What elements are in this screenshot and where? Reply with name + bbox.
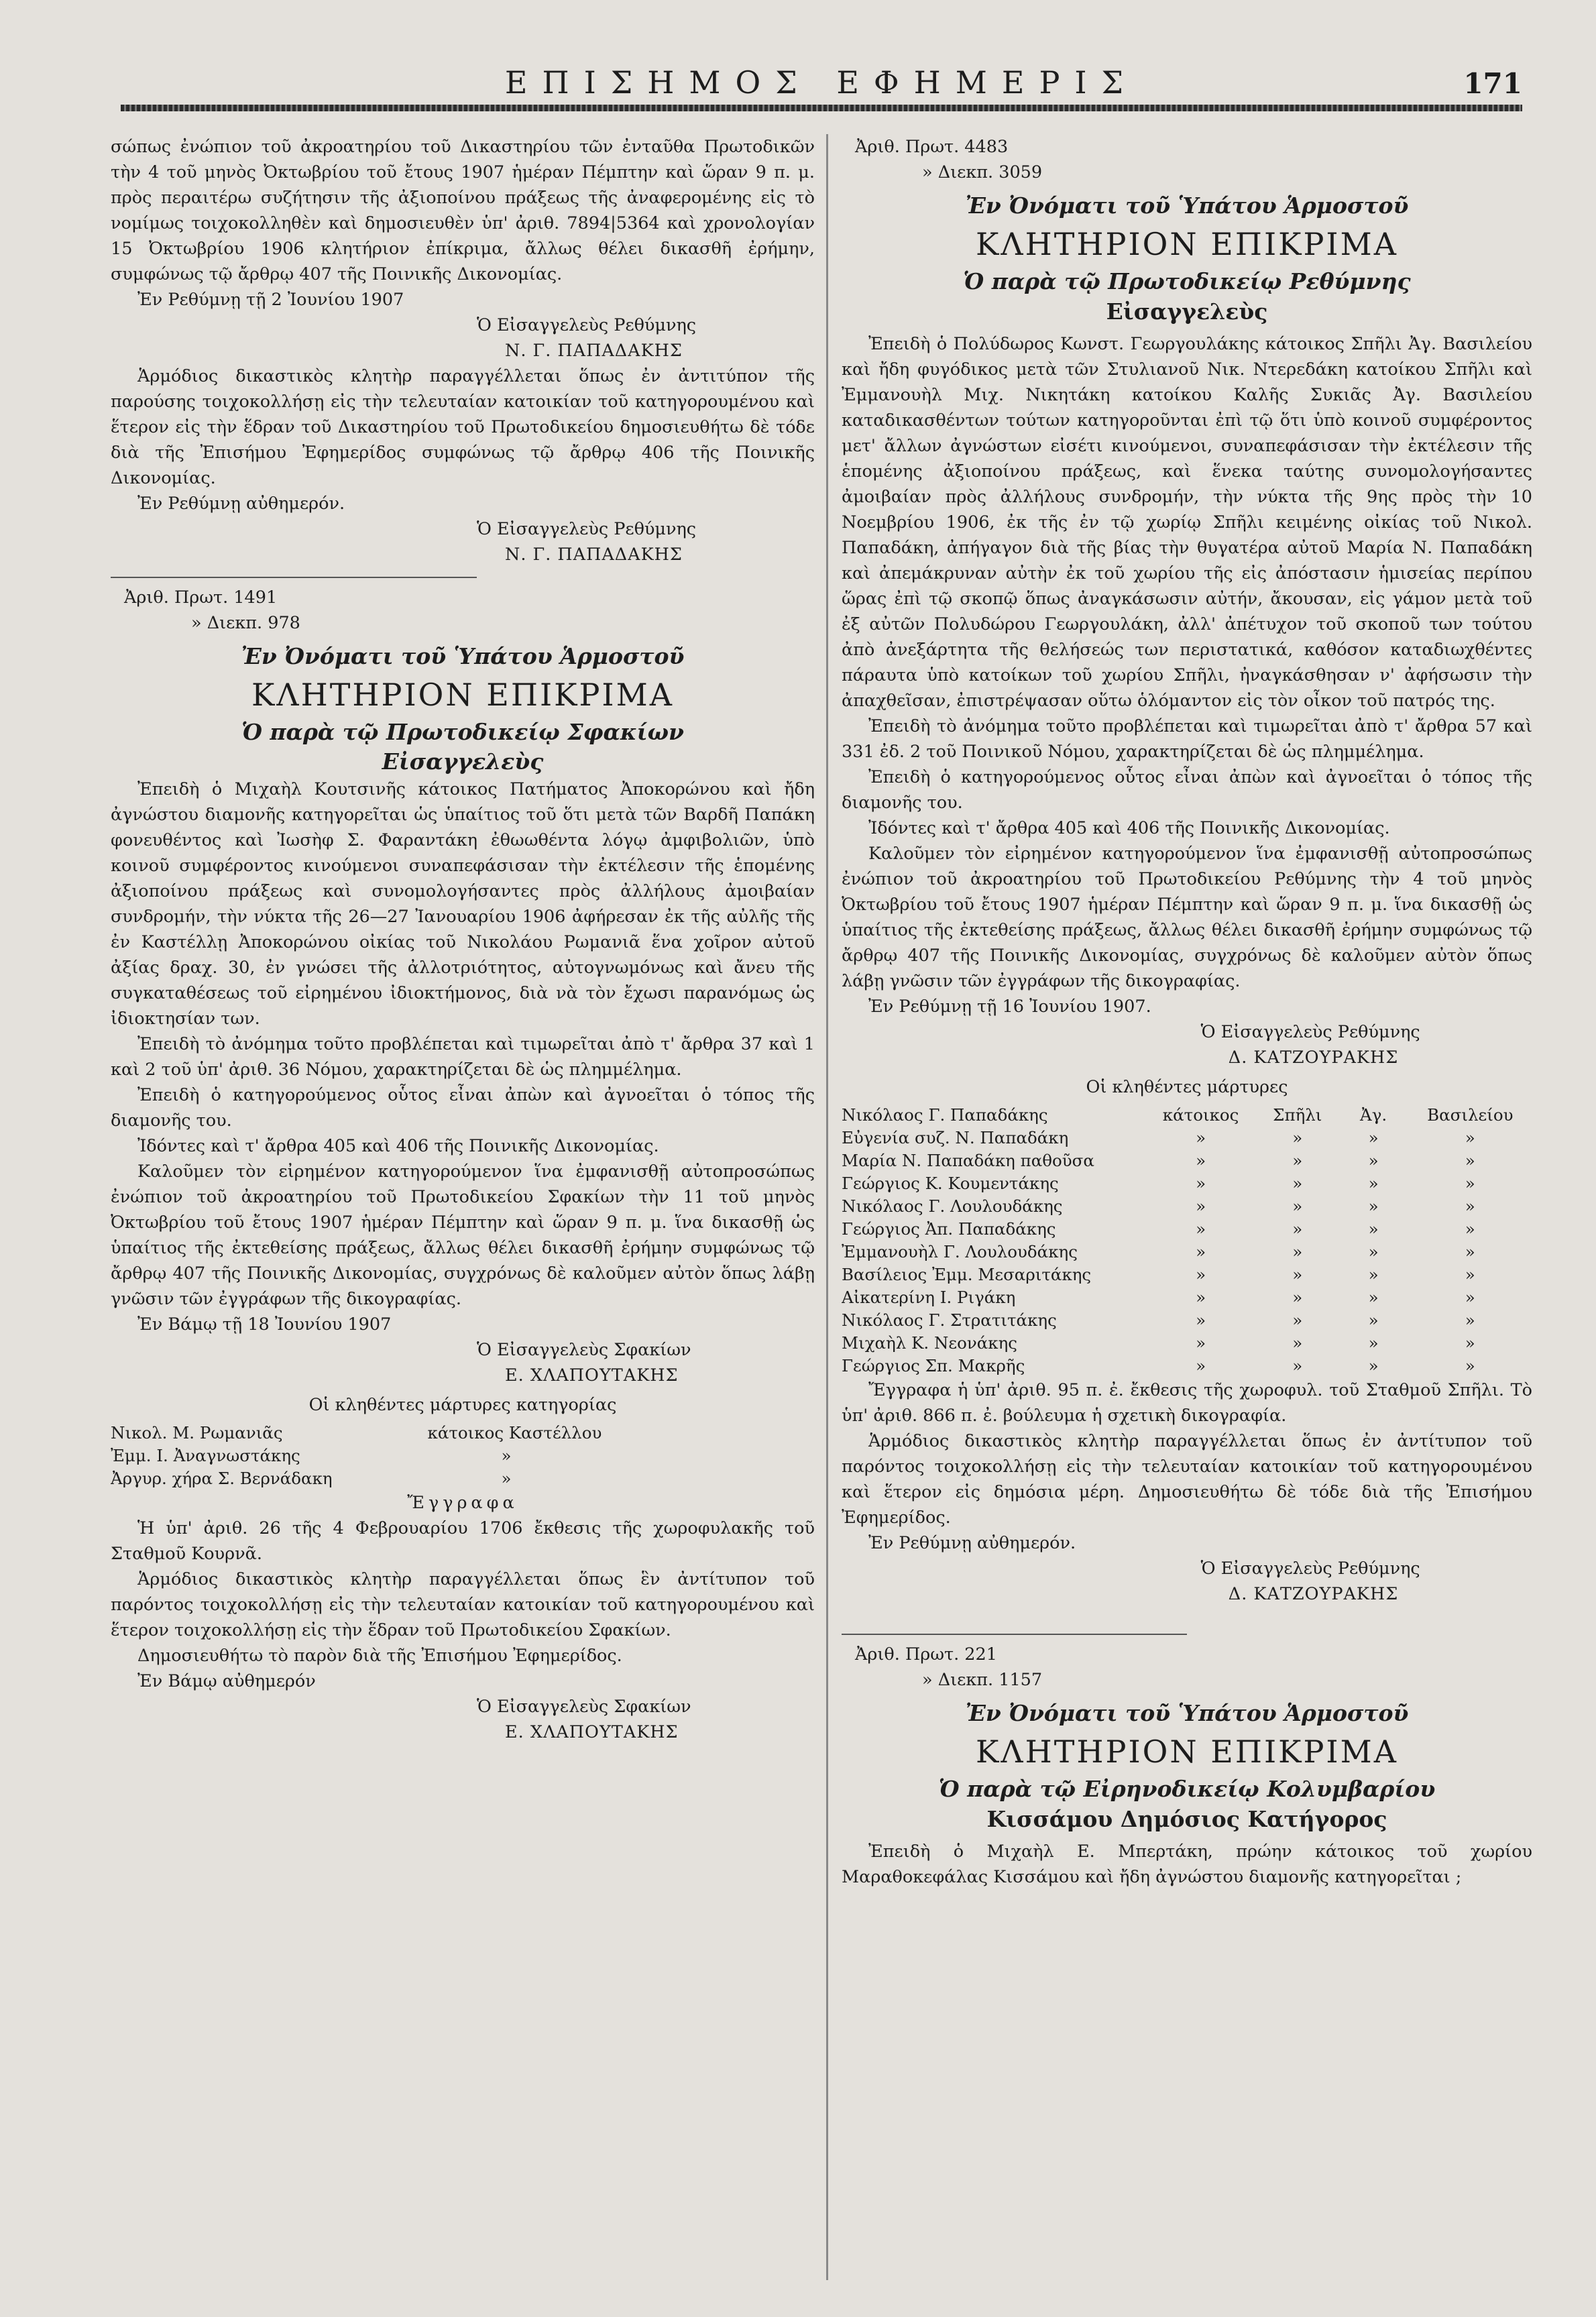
right-column	[842, 134, 1532, 2280]
left-column	[111, 134, 815, 2280]
signature-name: Ν. Γ. ΠΑΠΑΔΑΚΗΣ	[505, 341, 683, 361]
column-divider	[826, 134, 828, 2280]
witness-name: Νικόλαος Γ. Παπαδάκης	[842, 1105, 1048, 1125]
witness-name: Αἰκατερίνη Ι. Ριγάκη	[842, 1288, 1016, 1307]
table-row	[842, 1127, 1532, 1149]
witness-col: »	[1368, 1151, 1379, 1170]
paragraph: Ἐπειδὴ τὸ ἀνόμημα τοῦτο προβλέπεται καὶ τιμωρεῖται ἀπὸ τ' ἄρθρα 57 καὶ 331 ἐδ. 2 τοῦ Ποινικοῦ Νόμου, χαρακτηρίζεται δὲ ὡς πλημμέλημα.	[842, 716, 1532, 762]
dispatch-number: » Διεκπ. 1157	[922, 1670, 1043, 1690]
paragraph: Ἔγγραφα ἡ ὑπ' ἀριθ. 95 π. ἐ. ἔκθεσις τῆς χωροφυλ. τοῦ Σταθμοῦ Σπῆλι. Τὸ ὑπ' ἀριθ. 866 π. ἐ. βούλευμα ἡ σχετικὴ δικογραφία.	[842, 1380, 1532, 1426]
paragraph: Ἁρμόδιος δικαστικὸς κλητὴρ παραγγέλλεται ὅπως ἓν ἀντίτυπον τοῦ παρόντος τοιχοκολλήσῃ εἰς τὴν τελευταίαν κατοικίαν τοῦ κατηγορουμένου καὶ ἕτερον τοιχοκολλήσῃ εἰς τὴν ἕδραν τοῦ Πρωτοδικείου Σφακίων.	[111, 1569, 815, 1640]
documents-heading: Ἔγγραφα	[407, 1493, 518, 1513]
witness-col: »	[1465, 1219, 1475, 1239]
section-rule	[111, 577, 477, 578]
paragraph: Ἐπειδὴ ὁ κατηγορούμενος οὗτος εἶναι ἀπὼν καὶ ἀγνοεῖται ὁ τόπος τῆς διαμονῆς του.	[111, 1085, 815, 1131]
table-row	[842, 1241, 1532, 1263]
witness-name: Νικόλαος Γ. Στρατιτάκης	[842, 1310, 1057, 1330]
paragraph: Ἡ ὑπ' ἀριθ. 26 τῆς 4 Φεβρουαρίου 1706 ἔκθεσις τῆς χωροφυλακῆς τοῦ Σταθμοῦ Κουρνᾶ.	[111, 1518, 815, 1564]
court-subheading: Εἰσαγγελεὺς	[382, 748, 544, 775]
witness-name: Ἐμμανουὴλ Γ. Λουλουδάκης	[842, 1242, 1078, 1261]
witness-col: »	[1292, 1242, 1303, 1261]
signature-title: Ὁ Εἰσαγγελεὺς Σφακίων	[477, 1340, 691, 1360]
page-header	[121, 60, 1522, 114]
table-row	[842, 1218, 1532, 1241]
witness-residence: »	[501, 1469, 512, 1488]
witness-col: »	[1465, 1288, 1475, 1307]
witness-name: Γεώργιος Σπ. Μακρῆς	[842, 1356, 1025, 1375]
witness-col: »	[1465, 1356, 1475, 1375]
court-subheading: Κισσάμου Δημόσιος Κατήγορος	[986, 1806, 1387, 1832]
witness-col: »	[1465, 1151, 1475, 1170]
witness-col: »	[1292, 1174, 1303, 1193]
date-line: Ἐν Ρεθύμνῃ τῇ 16 Ἰουνίου 1907.	[868, 997, 1151, 1017]
signature-title: Ὁ Εἰσαγγελεὺς Ρεθύμνης	[477, 315, 697, 335]
witness-col: »	[1368, 1310, 1379, 1330]
witness-col: »	[1465, 1242, 1475, 1261]
witnesses-title: Οἱ κληθέντες μάρτυρες	[1086, 1077, 1288, 1097]
table-row	[842, 1355, 1532, 1377]
witness-col: »	[1368, 1174, 1379, 1193]
court-heading: Ὁ παρὰ τῷ Πρωτοδικείῳ Ρεθύμνης	[963, 268, 1411, 294]
witness-table	[111, 1422, 815, 1490]
witness-col: »	[1292, 1356, 1303, 1375]
witnesses-title: Οἱ κληθέντες μάρτυρες κατηγορίας	[308, 1395, 617, 1415]
signature-title: Ὁ Εἰσαγγελεὺς Ρεθύμνης	[477, 519, 697, 539]
signature-name: Δ. ΚΑΤΖΟΥΡΑΚΗΣ	[1228, 1048, 1399, 1068]
witness-col: »	[1292, 1196, 1303, 1216]
witness-col: »	[1292, 1265, 1303, 1284]
paragraph: Ἐπειδὴ ὁ Πολύδωρος Κωνστ. Γεωργουλάκης κάτοικος Σπῆλι Ἀγ. Βασιλείου καὶ ἤδη φυγόδικος μετὰ τῶν Στυλιανοῦ Νικ. Ντερεδάκη κατοίκου Σπῆλι καὶ Ἐμμανουὴλ Μιχ. Νικητάκη κατοίκου Καλῆς Συκιᾶς Ἀγ. Βασιλείου καταδικασθέντων τούτων κατηγοροῦνται ἐπὶ τῷ ὅτι ὑπὸ κοινοῦ συμφέροντος μετ' ἄλλων ἀγνώστων εἰσέτι κινούμενοι, συναπεφάσισαν τὴν ἐκτέλεσιν τῆς ἑπομένης ἀξιοποίνου πράξεως, καὶ ἕνεκα ταύτης συνομολογήσαντες ἀμοιβαίαν πρὸς ἀλλήλους συνδρομήν, τὴν νύκτα τῆς 9ης πρὸς τὴν 10 Νοεμβρίου 1906, ἐκ τῆς ἐν τῷ χωρίῳ Σπῆλι κειμένης οἰκίας τοῦ Νικολ. Παπαδάκη, ἀπήγαγον διὰ τῆς βίας τὴν θυγατέρα αὐτοῦ Μαρία Ν. Παπαδάκη καὶ ἀπεμάκρυναν αὐτὴν ἐκ τοῦ χωρίου τῆς εἰς ἀπόστασιν ἡμισείας περίπου ὥρας ἐπὶ τῷ σκοπῷ ὅπως ἀναγκάσωσιν αὐτήν, ἄκουσαν, εἰς γάμον μετὰ τοῦ ἐξ αὐτῶν Πολυδώρου Γεωργουλάκη, ἀλλ' ἀπέτυχον τοῦ σκοποῦ των τούτου ἀπὸ ἀνεξάρτητα τῆς θελήσεώς των περιστατικά, καθόσον καταδιωχθέντες πάραυτα ὑπὸ κατοίκων τοῦ χωρίου Σπῆλι, ἠναγκάσθησαν ν' ἀφήσωσιν τὴν ἀπαχθεῖσαν, ἐπιστρέψασαν οὕτω ὁλόμαντον εἰς τὸν οἶκον τοῦ πατρός της.	[842, 334, 1532, 711]
page-number: 171	[1463, 67, 1522, 100]
witness-col: »	[1196, 1219, 1206, 1239]
table-row	[111, 1422, 815, 1445]
witness-col: Σπῆλι	[1273, 1105, 1322, 1125]
table-row	[111, 1467, 815, 1490]
paragraph: Ἐπειδὴ ὁ κατηγορούμενος οὗτος εἶναι ἀπὼν καὶ ἀγνοεῖται ὁ τόπος τῆς διαμονῆς του.	[842, 767, 1532, 813]
witness-col: »	[1292, 1128, 1303, 1147]
date-line: Ἐν Ρεθύμνῃ αὐθημερόν.	[868, 1533, 1076, 1553]
witness-col: »	[1196, 1151, 1206, 1170]
table-row	[842, 1309, 1532, 1332]
witness-col: »	[1465, 1196, 1475, 1216]
witness-name: Εὐγενία συζ. Ν. Παπαδάκη	[842, 1128, 1069, 1147]
witness-residence: κάτοικος Καστέλλου	[427, 1423, 602, 1443]
witness-col: »	[1196, 1196, 1206, 1216]
date-line: Ἐν Ρεθύμνῃ αὐθημερόν.	[137, 494, 345, 514]
witness-col: »	[1196, 1242, 1206, 1261]
witness-name: Μαρία Ν. Παπαδάκη παθοῦσα	[842, 1151, 1094, 1170]
gazette-title: ΕΠΙΣΗΜΟΣ ΕΦΗΜΕΡΙΣ	[504, 64, 1139, 101]
dispatch-number: » Διεκπ. 978	[191, 613, 300, 633]
witness-col: »	[1368, 1242, 1379, 1261]
witness-col: »	[1368, 1333, 1379, 1353]
signature-name: Ν. Γ. ΠΑΠΑΔΑΚΗΣ	[505, 545, 683, 565]
witness-col: »	[1465, 1128, 1475, 1147]
witness-col: »	[1368, 1219, 1379, 1239]
notice-heading: Ἐν Ὀνόματι τοῦ Ὑπάτου Ἁρμοστοῦ	[965, 192, 1409, 219]
witness-col: »	[1196, 1356, 1206, 1375]
signature-name: Ε. ΧΛΑΠΟΥΤΑΚΗΣ	[505, 1722, 679, 1742]
signature-title: Ὁ Εἰσαγγελεὺς Ρεθύμνης	[1200, 1022, 1420, 1042]
paragraph: Ἐπειδὴ ὁ Μιχαὴλ Ε. Μπερτάκη, πρώην κάτοικος τοῦ χωρίου Μαραθοκεφάλας Κισσάμου καὶ ἤδη ἀγνώστου διαμονῆς κατηγορεῖται ;	[842, 1842, 1532, 1887]
notice-heading: Ἐν Ὀνόματι τοῦ Ὑπάτου Ἁρμοστοῦ	[965, 1700, 1409, 1726]
protocol-number: Ἀριθ. Πρωτ. 4483	[855, 137, 1009, 157]
witness-name: Γεώργιος Κ. Κουμεντάκης	[842, 1174, 1059, 1193]
witness-col: »	[1196, 1174, 1206, 1193]
witness-col: »	[1368, 1265, 1379, 1284]
witness-col: »	[1368, 1288, 1379, 1307]
paragraph: Δημοσιευθήτω τὸ παρὸν διὰ τῆς Ἐπισήμου Ἐφημερίδος.	[137, 1646, 622, 1666]
date-line: Ἐν Βάμῳ τῇ 18 Ἰουνίου 1907	[137, 1314, 392, 1335]
witness-name: Γεώργιος Ἀπ. Παπαδάκης	[842, 1219, 1056, 1239]
date-line: Ἐν Βάμῳ αὐθημερόν	[137, 1671, 316, 1691]
paragraph: Ἰδόντες καὶ τ' ἄρθρα 405 καὶ 406 τῆς Ποινικῆς Δικονομίας.	[137, 1136, 659, 1156]
date-line: Ἐν Ρεθύμνῃ τῇ 2 Ἰουνίου 1907	[137, 290, 404, 310]
witness-col: »	[1292, 1288, 1303, 1307]
header-rule	[121, 105, 1522, 111]
witness-col: »	[1465, 1310, 1475, 1330]
paragraph: Ἐπειδὴ τὸ ἀνόμημα τοῦτο προβλέπεται καὶ τιμωρεῖται ἀπὸ τ' ἄρθρα 37 καὶ 1 καὶ 2 τοῦ ὑπ' ἀριθ. 36 Νόμου, χαρακτηρίζεται δὲ ὡς πλημμέλημα.	[111, 1034, 815, 1080]
witness-col: »	[1292, 1310, 1303, 1330]
witness-col: »	[1465, 1333, 1475, 1353]
witness-name: Νικόλαος Γ. Λουλουδάκης	[842, 1196, 1063, 1216]
protocol-number: Ἀριθ. Πρωτ. 221	[855, 1644, 997, 1664]
witness-col: »	[1196, 1333, 1206, 1353]
table-row	[111, 1445, 815, 1467]
table-row	[842, 1286, 1532, 1309]
protocol-number: Ἀριθ. Πρωτ. 1491	[124, 587, 278, 608]
paragraph: Καλοῦμεν τὸν εἰρημένον κατηγορούμενον ἵνα ἐμφανισθῇ αὐτοπροσώπως ἐνώπιον τοῦ ἀκροατηρίου τοῦ Πρωτοδικείου Ρεθύμνης τὴν 4 τοῦ μηνὸς Ὀκτωβρίου τοῦ ἔτους 1907 ἡμέραν Πέμπτην καὶ ὥραν 9 π. μ. ἵνα δικασθῇ ὡς ὑπαίτιος τῆς ἐκτεθείσης πράξεως, ἄλλως θέλει δικασθῆ ἐρήμην συμφώνως τῷ ἄρθρῳ 407 τῆς Ποινικῆς Δικονομίας, συγχρόνως δὲ καλοῦμεν αὐτὸν ὅπως λάβῃ γνῶσιν τῶν ἐγγράφων τῆς δικογραφίας.	[842, 844, 1532, 991]
paragraph: Καλοῦμεν τὸν εἰρημένον κατηγορούμενον ἵνα ἐμφανισθῇ αὐτοπροσώπως ἐνώπιον τοῦ ἀκροατηρίου τοῦ Πρωτοδικείου Σφακίων τὴν 11 τοῦ μηνὸς Ὀκτωβρίου τοῦ ἔτους 1907 ἡμέραν Πέμπτην καὶ ὥραν 9 π. μ. ἵνα δικασθῇ ὡς ὑπαίτιος τῆς ἐκτεθείσης πράξεως, ἄλλως θέλει δικασθῆ ἐρήμην συμφώνως τῷ ἄρθρῳ 407 τῆς Ποινικῆς Δικονομίας, συγχρόνως δὲ καλοῦμεν αὐτὸν ὅπως λάβῃ γνῶσιν τῶν ἐγγράφων τῆς δικογραφίας.	[111, 1162, 815, 1309]
witness-col: »	[1465, 1265, 1475, 1284]
paragraph: Ἰδόντες καὶ τ' ἄρθρα 405 καὶ 406 τῆς Ποινικῆς Δικονομίας.	[868, 818, 1390, 838]
witness-name: Ἐμμ. Ι. Ἀναγνωστάκης	[111, 1446, 300, 1465]
witness-col: Βασιλείου	[1427, 1105, 1514, 1125]
witness-col: »	[1292, 1219, 1303, 1239]
signature-title: Ὁ Εἰσαγγελεὺς Ρεθύμνης	[1200, 1559, 1420, 1579]
paragraph: Ἐπειδὴ ὁ Μιχαὴλ Κουτσινῆς κάτοικος Πατήματος Ἀποκορώνου καὶ ἤδη ἀγνώστου διαμονῆς κατηγορεῖται ὡς ὑπαίτιος τοῦ ὅτι μετὰ τῶν Βαρδῆ Παπάκη φονευθέντος καὶ Ἰωσὴφ Σ. Φαραντάκη ἐθωωθέντα λόγῳ ἀμφιβολιῶν, ὑπὸ κοινοῦ συμφέροντος κινούμενοι συναπεφάσισαν τὴν ἐκτέλεσιν τῆς ἑπομένης ἀξιοποίνου πράξεως καὶ συνομολογήσαντες πρὸς ἀλλήλους ἀμοιβαίαν συνδρομήν, τὴν νύκτα τῆς 26—27 Ἰανουαρίου 1906 ἀφήρεσαν ἐκ τῆς αὐλῆς τῆς ἐν Καστέλλῃ Ἀποκορώνου οἰκίας τοῦ Νικολάου Ρωμανιᾶ ἕνα χοῖρον αὐτοῦ ἀξίας δραχ. 30, ἐν γνώσει τῆς ἀλλοτριότητος, αὐτογνωμόνως καὶ ἄνευ τῆς συγκαταθέσεως τοῦ εἰρημένου ἰδιοκτήμονος, διὰ νὰ τὸν ἔχωσι παρανόμως ὡς ἰδιοκτησίαν των.	[111, 779, 815, 1029]
witness-residence: »	[501, 1446, 512, 1465]
witness-col: »	[1196, 1128, 1206, 1147]
court-heading: Ὁ παρὰ τῷ Εἰρηνοδικείῳ Κολυμβαρίου	[938, 1776, 1436, 1802]
witness-col: »	[1292, 1151, 1303, 1170]
notice-title: ΚΛΗΤΗΡΙΟΝ ΕΠΙΚΡΙΜΑ	[976, 226, 1398, 262]
section-rule	[842, 1634, 1187, 1635]
table-row	[842, 1149, 1532, 1172]
paragraph: Ἁρμόδιος δικαστικὸς κλητὴρ παραγγέλλεται ὅπως ἐν ἀντιτύπον τῆς παρούσης τοιχοκολλήσῃ εἰς τὴν τελευταίαν κατοικίαν τοῦ κατηγορουμένου καὶ ἕτερον εἰς τὴν ἕδραν τοῦ Δικαστηρίου τοῦ Πρωτοδικείου δημοσιευθήτω δὲ τόδε διὰ τῆς Ἐπισήμου Ἐφημερίδος συμφώνως τῷ ἄρθρῳ 406 τῆς Ποινικῆς Δικονομίας.	[111, 366, 815, 488]
signature-name: Δ. ΚΑΤΖΟΥΡΑΚΗΣ	[1228, 1584, 1399, 1604]
signature-name: Ε. ΧΛΑΠΟΥΤΑΚΗΣ	[505, 1365, 679, 1386]
witness-col: »	[1196, 1288, 1206, 1307]
witness-table	[842, 1104, 1532, 1377]
table-row	[842, 1195, 1532, 1218]
court-subheading: Εἰσαγγελεὺς	[1106, 298, 1268, 325]
witness-col: »	[1196, 1265, 1206, 1284]
witness-name: Νικολ. Μ. Ρωμανιᾶς	[111, 1423, 283, 1443]
notice-title: ΚΛΗΤΗΡΙΟΝ ΕΠΙΚΡΙΜΑ	[251, 677, 674, 713]
witness-name: Μιχαὴλ Κ. Νεονάκης	[842, 1333, 1017, 1353]
witness-col: »	[1292, 1333, 1303, 1353]
witness-name: Βασίλειος Ἐμμ. Μεσαριτάκης	[842, 1265, 1092, 1284]
witness-name: Ἀργυρ. χήρα Σ. Βερνάδακη	[111, 1469, 333, 1488]
witness-col: »	[1368, 1196, 1379, 1216]
signature-title: Ὁ Εἰσαγγελεὺς Σφακίων	[477, 1697, 691, 1717]
paragraph: σώπως ἐνώπιον τοῦ ἀκροατηρίου τοῦ Δικαστηρίου τῶν ἐνταῦθα Πρωτοδικῶν τὴν 4 τοῦ μηνὸς Ὀκτωβρίου τοῦ ἔτους 1907 ἡμέραν Πέμπτην καὶ ὥραν 9 π. μ. πρὸς περαιτέρω συζήτησιν τῆς ἀξιοποίνου πράξεως τῆς ἀναφερομένης εἰς τὸ νομίμως τοιχοκολληθὲν καὶ δημοσιευθὲν ὑπ' ἀριθ. 7894|5364 καὶ χρονολογίαν 15 Ὀκτωβρίου 1906 κλητήριον ἐπίκριμα, ἄλλως θέλει δικασθῆ ἐρήμην, συμφώνως τῷ ἄρθρῳ 407 τῆς Ποινικῆς Δικονομίας.	[111, 137, 815, 284]
notice-title: ΚΛΗΤΗΡΙΟΝ ΕΠΙΚΡΙΜΑ	[976, 1734, 1398, 1770]
table-row	[842, 1263, 1532, 1286]
court-heading: Ὁ παρὰ τῷ Πρωτοδικείῳ Σφακίων	[241, 719, 684, 745]
table-row	[842, 1332, 1532, 1355]
notice-heading: Ἐν Ὀνόματι τοῦ Ὑπάτου Ἁρμοστοῦ	[241, 643, 685, 669]
witness-col: »	[1368, 1128, 1379, 1147]
table-row	[842, 1172, 1532, 1195]
table-row	[842, 1104, 1532, 1127]
paragraph: Ἁρμόδιος δικαστικὸς κλητὴρ παραγγέλλεται ὅπως ἐν ἀντίτυπον τοῦ παρόντος τοιχοκολλήσῃ εἰς τὴν τελευταίαν κατοικίαν τοῦ κατηγορουμένου καὶ ἕτερον εἰς δημόσια μέρη. Δημοσιευθήτω δὲ τόδε διὰ τῆς Ἐπισήμου Ἐφημερίδος.	[842, 1431, 1532, 1528]
witness-col: κάτοικος	[1162, 1105, 1239, 1125]
witness-col: »	[1368, 1356, 1379, 1375]
witness-col: »	[1465, 1174, 1475, 1193]
witness-col: Ἀγ.	[1360, 1105, 1387, 1125]
dispatch-number: » Διεκπ. 3059	[922, 162, 1043, 182]
witness-col: »	[1196, 1310, 1206, 1330]
